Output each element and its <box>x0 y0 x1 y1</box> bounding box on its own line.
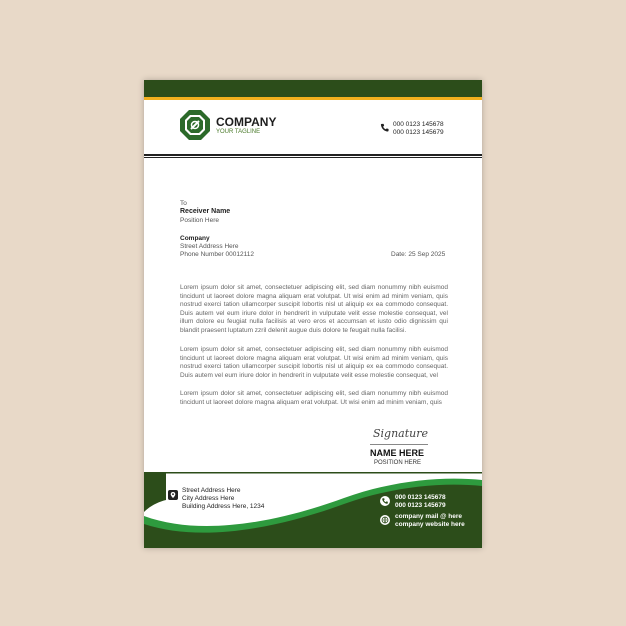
footer-email: company mail @ here <box>395 513 463 520</box>
recipient-phone: Phone Number 00012112 <box>180 251 254 258</box>
body-paragraph-3: Lorem ipsum dolor sit amet, consectetuer adipiscing elit, sed diam nonummy nibh euismod tincidunt ut laoreet dolore magna aliquam erat volutpat. Ut wisi enim ad minim veniam, quis <box>180 390 448 406</box>
letterhead-page <box>144 80 482 548</box>
footer-phone-2: 000 0123 145679 <box>395 502 446 509</box>
footer-web <box>395 513 465 529</box>
top-accent-stripe <box>144 97 482 100</box>
footer-address-line-3: Building Address Here, 1234 <box>182 503 265 510</box>
octagon-logo-icon <box>180 110 210 140</box>
letter-date: Date: 25 Sep 2025 <box>391 251 446 258</box>
signature-line <box>370 444 428 445</box>
phone-icon <box>380 123 389 132</box>
globe-icon <box>380 515 390 525</box>
signer-position: POSITION HERE <box>374 460 422 466</box>
footer-phone-1: 000 0123 145678 <box>395 494 446 501</box>
header-divider-thick <box>144 154 482 156</box>
footer-website: company website here <box>395 521 465 528</box>
company-tagline: YOUR TAGLINE <box>216 129 261 135</box>
company-name: COMPANY <box>216 115 277 129</box>
recipient-address: Street Address Here <box>180 243 239 250</box>
footer-phones <box>395 494 446 510</box>
body-paragraph-2: Lorem ipsum dolor sit amet, consectetuer adipiscing elit, sed diam nonummy nibh euismod tincidunt ut laoreet dolore magna aliquam erat volutpat. Ut wisi enim ad minim veniam, quis nostrud exerci tation ullamcorper suscipit lobortis nisl ut aliquip ex ea commodo consequat. Duis autem vel eum iriure dolor in hendrerit in vulputate velit esse molestie consequat, vel <box>180 346 448 379</box>
phone-icon <box>380 496 390 506</box>
top-bar <box>144 80 482 97</box>
header-phone-2: 000 0123 145679 <box>393 129 444 136</box>
header-phone-1: 000 0123 145678 <box>393 121 444 128</box>
signer-name: NAME HERE <box>370 448 425 458</box>
location-pin-icon <box>168 490 178 500</box>
footer-address-line-2: City Address Here <box>182 495 235 502</box>
receiver-position: Position Here <box>180 217 220 224</box>
to-label: To <box>180 200 187 207</box>
header-phones <box>393 121 444 137</box>
footer-address <box>182 487 264 511</box>
body-paragraph-1: Lorem ipsum dolor sit amet, consectetuer adipiscing elit, sed diam nonummy nibh euismod tincidunt ut laoreet dolore magna aliquam erat volutpat. Ut wisi enim ad minim veniam, quis nostrud exerci tation ullamcorper suscipit lobortis nisl ut aliquip ex ea commodo consequat. Duis autem vel eum iriure dolor in hendrerit in vulputate velit esse molestie consequat, vel illum dolore eu feugiat nulla facilisis at vero eros et accumsan et iusto odio dignissim qui blandit praesent luptatum zzril delenit augue duis dolore te feugait nulla facilisi. <box>180 284 448 334</box>
footer <box>144 472 482 548</box>
header-divider-thin <box>144 157 482 158</box>
recipient-company: Company <box>180 235 210 242</box>
receiver-name: Receiver Name <box>180 208 231 215</box>
signature-script: Signature <box>373 427 429 440</box>
footer-address-line-1: Street Address Here <box>182 487 241 494</box>
